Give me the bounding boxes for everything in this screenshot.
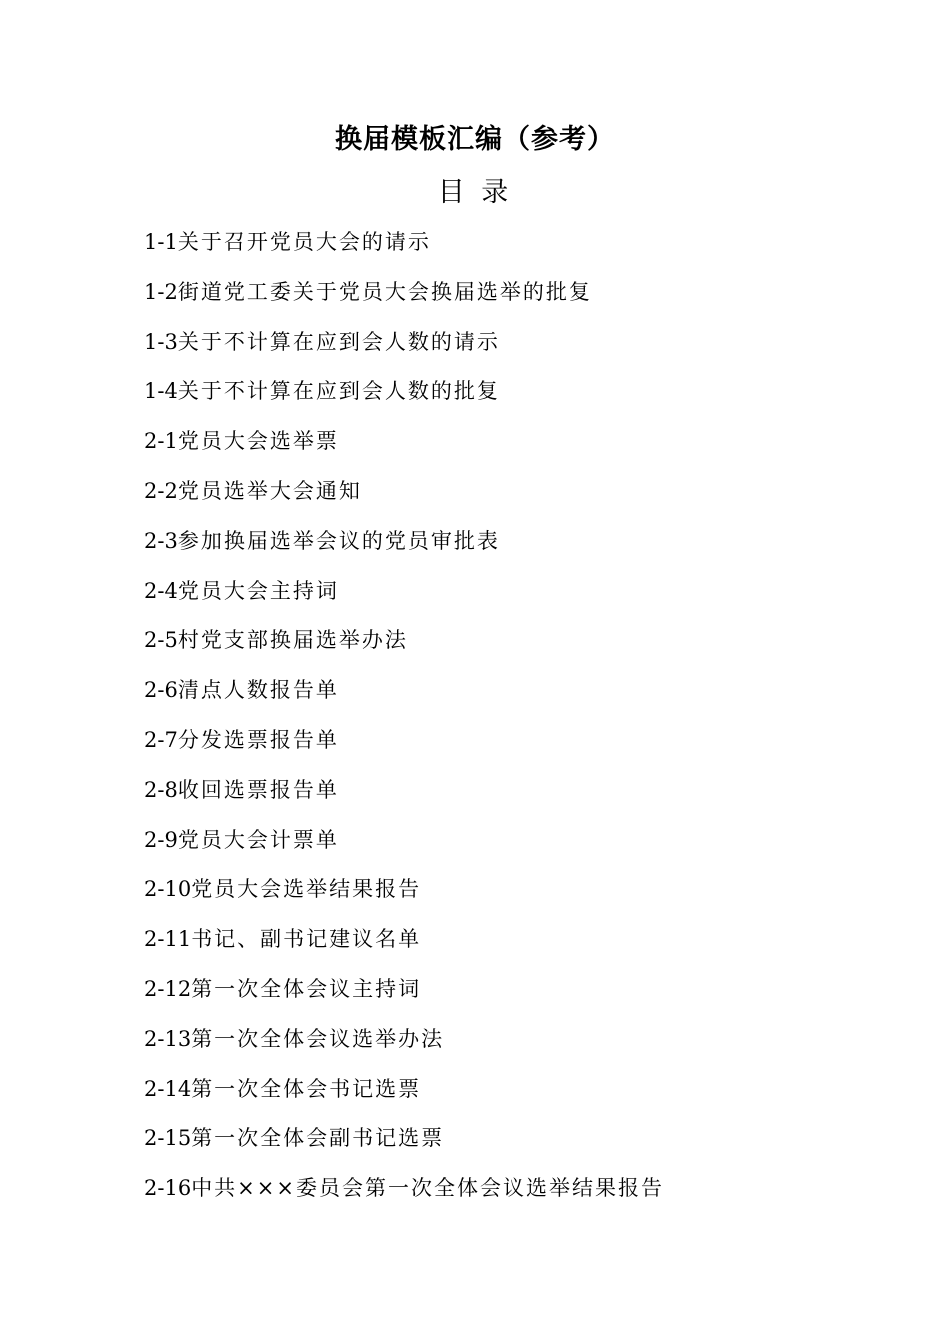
- toc-item[interactable]: [144, 919, 664, 969]
- toc-item-number: 2-10: [144, 877, 192, 902]
- toc-item[interactable]: [144, 670, 664, 720]
- toc-item-title: 书记、副书记建议名单: [191, 927, 422, 952]
- toc-item[interactable]: [144, 571, 664, 621]
- toc-item-title: 清点人数报告单: [177, 678, 339, 703]
- toc-item-number: 2-13: [144, 1026, 192, 1051]
- toc-item-title: 分发选票报告单: [177, 727, 339, 752]
- toc-item-title: 党员大会主持词: [177, 578, 339, 603]
- toc-item-number: 2-7: [144, 727, 178, 752]
- toc-item-title: 村党支部换届选举办法: [177, 628, 408, 653]
- toc-item[interactable]: [144, 969, 664, 1019]
- toc-item[interactable]: [144, 1168, 664, 1218]
- toc-item-number: 2-5: [144, 628, 178, 653]
- toc-item[interactable]: [144, 620, 664, 670]
- toc-item-title: 第一次全体会副书记选票: [191, 1126, 445, 1151]
- toc-item-title: 党员大会计票单: [177, 827, 339, 852]
- toc-item[interactable]: [144, 820, 664, 870]
- toc-item-number: 2-14: [144, 1076, 192, 1101]
- toc-item-number: 2-9: [144, 827, 178, 852]
- toc-item-number: 2-16: [144, 1176, 192, 1201]
- toc-item[interactable]: [144, 1019, 664, 1069]
- toc-item[interactable]: [144, 421, 664, 471]
- toc-item-title: 中共×××委员会第一次全体会议选举结果报告: [191, 1176, 664, 1201]
- toc-item-title: 第一次全体会议选举办法: [191, 1026, 445, 1051]
- toc-item[interactable]: [144, 222, 664, 272]
- toc-list: [144, 222, 664, 1218]
- toc-item[interactable]: [144, 322, 664, 372]
- toc-heading: 目 录: [437, 177, 513, 208]
- toc-item-number: 1-4: [144, 379, 178, 404]
- toc-item-title: 关于召开党员大会的请示: [177, 230, 431, 254]
- toc-item-title: 党员选举大会通知: [177, 478, 362, 503]
- toc-item-number: 2-11: [144, 927, 192, 952]
- toc-item-number: 2-15: [144, 1126, 192, 1151]
- toc-item[interactable]: [144, 371, 664, 421]
- toc-item[interactable]: [144, 1118, 664, 1168]
- toc-item-title: 第一次全体会书记选票: [191, 1076, 422, 1101]
- toc-item[interactable]: [144, 272, 664, 322]
- toc-item-number: 2-8: [144, 777, 178, 802]
- toc-item[interactable]: [144, 1069, 664, 1119]
- toc-item[interactable]: [144, 869, 664, 919]
- toc-item-number: 1-3: [144, 329, 178, 354]
- toc-item-number: 2-4: [144, 578, 178, 603]
- toc-item-title: 参加换届选举会议的党员审批表: [177, 528, 500, 553]
- toc-item-title: 街道党工委关于党员大会换届选举的批复: [177, 279, 592, 304]
- toc-item-title: 关于不计算在应到会人数的请示: [177, 329, 500, 354]
- toc-item-number: 1-1: [144, 230, 178, 254]
- toc-item-title: 关于不计算在应到会人数的批复: [177, 379, 500, 404]
- toc-item-number: 2-12: [144, 976, 192, 1001]
- toc-item-title: 党员大会选举票: [177, 429, 339, 454]
- toc-item-number: 2-1: [144, 429, 178, 454]
- toc-item-number: 2-3: [144, 528, 178, 553]
- toc-item-number: 2-6: [144, 678, 178, 703]
- toc-item[interactable]: [144, 720, 664, 770]
- toc-item[interactable]: [144, 770, 664, 820]
- toc-item-title: 收回选票报告单: [177, 777, 339, 802]
- document-title: 换届模板汇编（参考）: [335, 124, 615, 155]
- toc-item-number: 1-2: [144, 279, 178, 304]
- toc-item-number: 2-2: [144, 478, 178, 503]
- toc-item[interactable]: [144, 471, 664, 521]
- toc-item-title: 党员大会选举结果报告: [191, 877, 422, 902]
- toc-item[interactable]: [144, 521, 664, 571]
- toc-item-title: 第一次全体会议主持词: [191, 976, 422, 1001]
